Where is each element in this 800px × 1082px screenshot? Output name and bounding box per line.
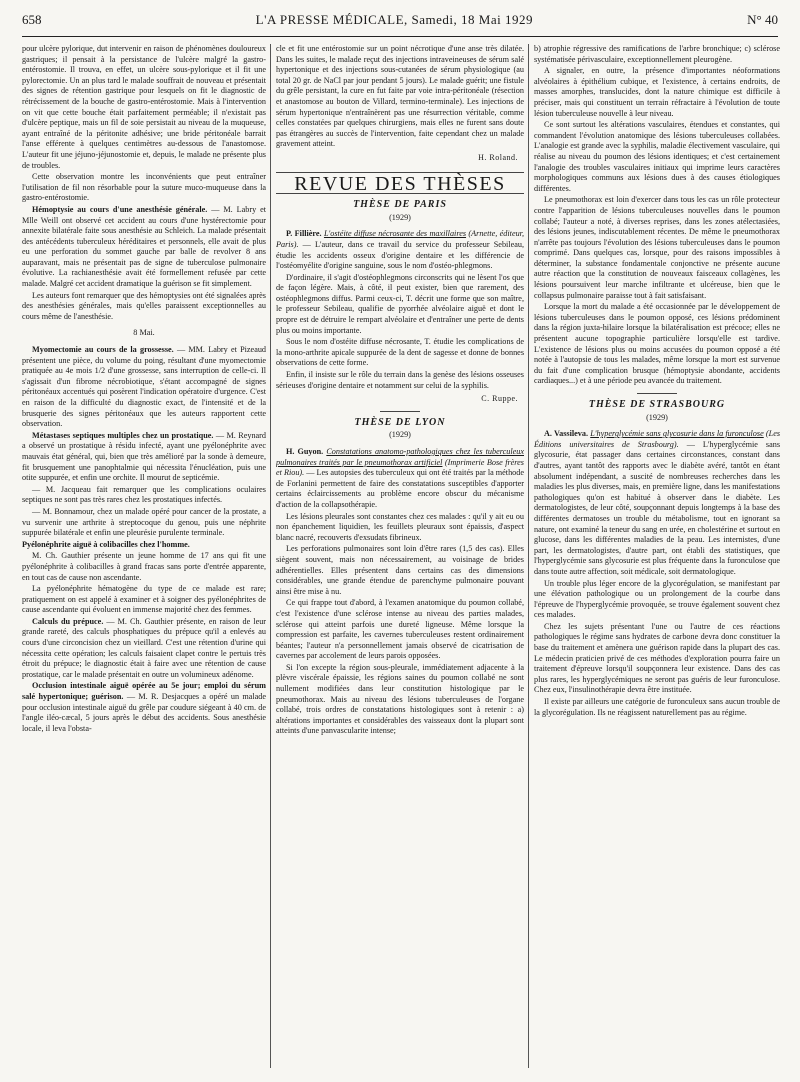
- thesis-publisher: (Imprimerie Bose frères et Riou).: [276, 457, 524, 478]
- article-myomectomie: [22, 345, 266, 430]
- thesis-text: — L'hyperglycémie sans glycosurie, état passager dans certaines circonstances, constant dans d'autres, ayant tantôt des rapports avec le diabète avéré, tantôt en étant absolument indépendant, a suscité de nombreuses recherches dans les maladies les plus diverses, mais, en première ligne, dans les manifestations pathologiques qu'on est habitué à observer dans le diabète. Les dermatologistes, de leur côté, soupçonnant depuis longtemps à la base des différentes dermatoses un trouble du métabolisme, tout en ignorant sa nature, ont examiné la teneur du sang en urée, en cholestérine et surtout en glucose, dans les différentes maladies de la peau. Les internistes, d'une part, les dermatologistes, d'autre part, ont établi des statistiques, que l'hyperglycémie sans glycosurie est plus fréquente dans la furonculose que dans toute autre affection, soit médicale, soit dermatologique.: [534, 439, 780, 576]
- thesis-text: — L'auteur, dans ce travail du service du professeur Sebileau, étudie les accidents osseux d'origine dentaire et les différencie de l'ostéomyélite d'origine sanguine, sous le nom d'ostéo-phlegmons.: [276, 239, 524, 271]
- thesis-text: — Les autopsies des tuberculeux qui ont été traités par la méthode de Forlanini permettent de faire des constatations susceptibles d'apporter certains éclaircissements au problème encore obscur du mécanisme d'action de la collapsothérapie.: [276, 468, 524, 509]
- thesis-title: L'ostéite diffuse nécrosante des maxillaires: [323, 229, 467, 239]
- thesis-entry-paris: [276, 229, 524, 271]
- paragraph: La pyélonéphrite hématogène du type de ce malade est rare; pratiquement on est appelé à examiner et à soigner des pyélonéphrites de cause ascendante qui évoluent en immense majorité chez des femmes.: [22, 584, 266, 615]
- article-text: — MM. Labry et Pizeaud présentent une pièce, du volume du poing, résultant d'une myomectomie pratiquée au 4e mois 1/2 d'une grossesse, sans interruption de celle-ci. Il s'agissait d'un fibrome nécrobiotique, s'étant accompagné de signes péritonéaux accentués qui posèrent l'indication opératoire d'urgence. C'est en raison de la difficulté du diagnostic exact, de l'intensité et de la brusquerie des signes péritonéaux que les auteurs rapportent cette observation.: [22, 345, 266, 429]
- paragraph: Un trouble plus léger encore de la glycorégulation, se manifestant par une élévation pathologique ou un prolongement de la courbe dans l'épreuve de l'hyperglycémie provoquée, se trouve également souvent chez ces malades.: [534, 578, 780, 620]
- signature: H. Roland.: [478, 152, 518, 162]
- thesis-author: A. Vassileva.: [544, 429, 589, 439]
- journal-title: L'A PRESSE MÉDICALE, Samedi, 18 Mai 1929: [255, 12, 533, 27]
- article-text: — M. Labry et Mlle Weill ont observé cet accident au cours d'une hystérectomie pour annexite bilatérale faite sous anesthésie au Schleich. La malade présentait des antécédents tuberculeux héréditaires et personnels, elle avait de plus eu une perforation du sommet gauche par balle de revolver 8 ans auparavant, mais ne présentait pas de signe de tuberculose pulmonaire évolutive. La rachianesthésie avait été formellement refusée par cette malade. Malgré cet accident dramatique la guérison se fit simplement.: [22, 204, 266, 289]
- paragraph: Les lésions pleurales sont constantes chez ces malades : qu'il y ait eu ou non épanchement liquidien, les feuillets pleuraux sont épaissis, d'aspect blanc nacré, recouverts d'exsudats fibrineux.: [276, 511, 524, 542]
- article-pyelonephrite-title: [22, 540, 266, 551]
- page-number: 658: [22, 12, 42, 27]
- divider: [637, 393, 677, 394]
- paragraph: Sous le nom d'ostéite diffuse nécrosante, T. étudie les complications de la mono-arthrite apicale suppurée de la dent de sagesse et donne de bonnes observations de cette forme.: [276, 337, 524, 368]
- thesis-entry-lyon: [276, 447, 524, 511]
- thesis-year: (1929): [389, 212, 411, 222]
- paragraph: — M. Bonnamour, chez un malade opéré pour cancer de la prostate, a vu survenir une arthrite à streptocoque du genou, puis une néphrite suppurée bilatérale et enfin une pleurésie purulente terminale.: [22, 506, 266, 538]
- thesis-year: (1929): [646, 412, 668, 422]
- paragraph: Ce qui frappe tout d'abord, à l'examen anatomique du poumon collabé, c'est l'existence d'une sclérose intense au niveau des parties malades, sclérose qui atteint parfois une dureté ligneuse. Même lorsque la compression est parfaite, les cavernes tuberculeuses restent ordinairement béantes; l'auteur n'a personnellement jamais observé de cicatrisation de cavernes par accolement de leurs parois opposées.: [276, 598, 524, 661]
- thesis-heading-strasbourg: THÈSE DE STRASBOURG: [588, 399, 726, 410]
- paragraph: — M. Jacqueau fait remarquer que les complications oculaires septiques ne sont pas très rares chez les prostatiques infectés.: [22, 484, 266, 505]
- paragraph: cle et fit une entérostomie sur un point nécrotique d'une anse très dilatée. Dans les suites, le malade reçut des injections intraveineuses de sérum salé hypertonique et des injections sous-cutanées de sérum physiologique (au total 20 gr. de NaCl par jour pendant 5 jours). Le malade guérit; une fistule du grêle persistant, la cure en fut faite par voie intra-péritonéale (résection et anastomose au bouton de Villard, termino-terminale). Les injections de sérum hypertonique n'entraînèrent pas une résurrection véritable, comme celles constatées par quelques chirurgiens, mais elles ne furent sans doute pas étrangères au succès de l'intervention, faite cependant chez un malade gravement atteint.: [276, 44, 524, 149]
- issue-number: N° 40: [747, 12, 778, 27]
- thesis-publisher: (Arnette, éditeur, Paris).: [276, 229, 524, 249]
- thesis-heading-lyon: THÈSE DE LYON: [354, 416, 446, 428]
- article-calculs: [22, 617, 266, 681]
- thesis-publisher: (Les Éditions universitaires de Strasbourg).: [534, 429, 780, 449]
- article-title: Hémoptysie au cours d'une anesthésie générale.: [32, 204, 208, 214]
- thesis-entry-strasbourg: [534, 429, 780, 577]
- article-title: Métastases septiques multiples chez un prostatique.: [32, 430, 214, 440]
- column-left: [22, 44, 266, 1068]
- paragraph: Les auteurs font remarquer que des hémoptysies ont été signalées après des anesthésies générales, mais qu'elles paraissent exceptionnelles au cours même de l'anesthésie.: [22, 290, 266, 321]
- session-date: 8 Mai.: [133, 328, 155, 338]
- header-rule: [22, 36, 778, 37]
- paragraph: Il existe par ailleurs une catégorie de furonculeux sans aucun trouble de la glycorégulation. Ils ne réagissent naturellement pas au régime.: [534, 697, 780, 717]
- article-title: Occlusion intestinale aiguë opérée au 5e jour; emploi du sérum salé hypertonique; guérison.: [22, 681, 266, 702]
- thesis-year: (1929): [389, 430, 411, 440]
- thesis-heading-paris: THÈSE DE PARIS: [353, 199, 447, 211]
- running-head: [22, 12, 778, 34]
- paragraph: Si l'on excepte la région sous-pleurale, immédiatement adjacente à la plèvre viscérale épaissie, les régions saines du poumon collabé ne sont nullement modifiées dans leur constitution histologique par le pneumothorax. Mais au niveau des lésions tuberculeuses de l'organe collabé, trois ordres de constatations histologiques sont à retenir : a) altérations importantes et considérables des vaisseaux dont la plupart sont atteints d'une panvascularite intense;: [276, 662, 524, 736]
- paragraph: pour ulcère pylorique, dut intervenir en raison de phénomènes douloureux gastriques; il pensait à la persistance de l'ulcère malgré la gastro-entérostomie. Il trouva, en effet, un ulcère sous-pylorique et il fit une pylorectomie. Un an plus tard le malade souffrait de nouveau et présentait des signes de rétention gastrique pour lesquels on fit le diagnostic de rétrécissement de la bouche de gastro-entérostomie. Mais à l'intervention on vit que cette bouche était parfaitement perméable; il n'existait pas d'ulcère peptique, mais un fil de soie persistait au niveau de la muqueuse, ayant entraîné de la péritonite adhésive; une bride péritonéale barrait l'anse efférente à quelques centimètres au-dessous de l'anastomose. L'auteur fit une jéjuno-jéjunostomie et, depuis, le malade ne présente plus de troubles.: [22, 44, 266, 170]
- article-text: — M. Reynard a observé un prostatique à résidu infecté, ayant une pyélonéphrite avec mauvais état général, qui, bien que très amélioré par la sonde à demeure, fit brusquement une panophtalmie qui nécessita l'énucléation, puis une otite suppurée, et enfin une orchite. Il mourut de septicémie.: [22, 430, 266, 483]
- article-text: — M. Ch. Gauthier présente, en raison de leur grande rareté, des calculs phosphatiques du prépuce qu'il a enlevés au cours d'une circoncision chez un vieillard. C'est une rétention d'urine qui nécessita cette opération; les calculs faisaient clapet contre le pertuis très étroit du prépuce; le diagnostic était à faire avec une rétention de cause prostatique, car le malade présentait en outre un volumineux adénome.: [22, 616, 266, 679]
- column-separator: [528, 44, 529, 1068]
- divider: [380, 411, 420, 412]
- thesis-author: H. Guyon.: [286, 447, 324, 456]
- article-metastases: [22, 431, 266, 484]
- signature: C. Ruppe.: [481, 394, 518, 404]
- paragraph: A signaler, en outre, la présence d'importantes néoformations alvéolaires à épithélium cubique, et l'existence, à certains endroits, de masses amorphes, translucides, dont la nature chimique est difficile à préciser, mais qui constituent un terrain réfractaire à l'évolution de toute lésion tuberculeuse nouvelle à leur niveau.: [534, 66, 780, 118]
- article-occlusion: [22, 681, 266, 734]
- column-middle: [276, 44, 524, 1068]
- paragraph: Enfin, il insiste sur le rôle du terrain dans la genèse des lésions osseuses sérieuses d'origine dentaire et notamment sur celui de la syphilis.: [276, 370, 524, 390]
- paragraph: Chez les sujets présentant l'une ou l'autre de ces réactions pathologiques le régime sans hydrates de carbone devra donc constituer la base du traitement et amènera une guérison rapide dans la plupart des cas. Le médecin praticien privé de ces méthodes d'exploration pourra faire un traitement d'épreuve lorsqu'il soupçonnera leur existence. Dans des cas plus rares, les hyperglycémiques ne seront pas guéris de leur furonculose. Chez eux, l'insulinothérapie devra être instituée.: [534, 621, 780, 695]
- section-title: REVUE DES THÈSES: [294, 172, 506, 195]
- thesis-title: L'hyperglycémie sans glycosurie dans la furonculose: [590, 429, 764, 439]
- article-title: Pyélonéphrite aiguë à colibacilles chez l'homme.: [22, 539, 190, 549]
- paragraph: Ce sont surtout les altérations vasculaires, étendues et constantes, qui commandent l'évolution anatomique des lésions tuberculeuses collabées. L'analogie est grande avec la syphilis, maladie électivement vasculaire, qui réalise au niveau du poumon des lésions identiques; et c'est certainement l'analogie des troubles vasculaires initiaux qui imprime leurs caractères morphologiques communs aux lésions dues à des causes étiologiques différentes.: [534, 120, 780, 193]
- paragraph: Le pneumothorax est loin d'exercer dans tous les cas un rôle protecteur contre l'apparition de lésions tuberculeuses nouvelles dans le poumon collabé; l'auteur a noté, à diverses reprises, dans les zones atélectasiées, des lésions jeunes, indiscutablement récentes. De même le pneumothorax n'arrête pas toujours l'évolution des lésions tuberculeuses dans le poumon comprimé. Dans quelques cas, lorsque, pour des raisons impossibles à déterminer, la substance fondamentale conjonctive ne présente aucune autre réaction que la constitution de nouveaux faisceaux collagènes, les lésions poursuivent leur marche infiltrante et ulcéreuse, bien que le collapsus pulmonaire paraisse tout à fait satisfaisant.: [534, 195, 780, 300]
- paragraph: Les perforations pulmonaires sont loin d'être rares (1,5 des cas). Elles siègent souvent, mais non nécessairement, au voisinage de brides adhérentielles. Elles présentent dans certains cas des dimensions considérables, une grande étendue de parenchyme pulmonaire pouvant ainsi être mise à nu.: [276, 544, 524, 596]
- article-title: Myomectomie au cours de la grossesse.: [32, 345, 174, 355]
- paragraph: M. Ch. Gauthier présente un jeune homme de 17 ans qui fit une pyélonéphrite à colibacilles à grand fracas sans porte d'entrée apparente, en tout cas de cause non ascendante.: [22, 551, 266, 582]
- paragraph: Lorsque la mort du malade a été occasionnée par le développement de lésions tuberculeuses dans le poumon opposé, ces lésions prédominent dans la région juxta-hilaire lorsque la bilatéralisation est précoce; elles ne présentent aucune topographie particulière lorsqu'elle est tardive. L'existence de lésions plus ou moins accusées du poumon opposé a été notée à l'autopsie de tous les malades, même lorsque la mort est survenue du fait d'une complication brusque (hémoptysie abondante, accidents cardiaques...) et à une période peu avancée du traitement.: [534, 302, 780, 386]
- column-separator: [270, 44, 271, 1068]
- article-title: Calculs du prépuce.: [32, 616, 104, 626]
- paragraph: b) atrophie régressive des ramifications de l'arbre bronchique; c) sclérose systématisée périvasculaire, exceptionnellement pleurogène.: [534, 44, 780, 64]
- column-right: [534, 44, 780, 1068]
- thesis-title: Constatations anatomo-pathologiques chez les tuberculeux pulmonaires traités par le pneumothorax artificiel: [276, 447, 524, 467]
- thesis-author: P. Fillière.: [286, 229, 322, 239]
- article-text: — M. R. Desjacques a opéré un malade pour occlusion intestinale aiguë du grêle par coudure siégeant à 40 cm. de l'angle iléo-cæcal, 5 jours après le début des accidents. Sous anesthésie locale, il leva l'obsta-: [22, 692, 266, 733]
- article-hemoptysie: [22, 205, 266, 290]
- paragraph: D'ordinaire, il s'agit d'ostéophlegmons circonscrits qui ne lèsent l'os que de façon légère. Mais, à côté, il peut exister, bien que rarement, des ostéophlegmons diffus. Parmi ceux-ci, T. décrit une forme que son maître, le professeur Sebileau, qualifie de pyorrhée alvéolaire aiguë et dont le propre est de détruire le rempart alvéolaire et d'entraîner une perte de dents plus ou moins importante.: [276, 272, 524, 335]
- paragraph: Cette observation montre les inconvénients que peut entraîner l'utilisation de fil non résorbable pour la suture muco-muqueuse dans la gastro-entérostomie.: [22, 172, 266, 203]
